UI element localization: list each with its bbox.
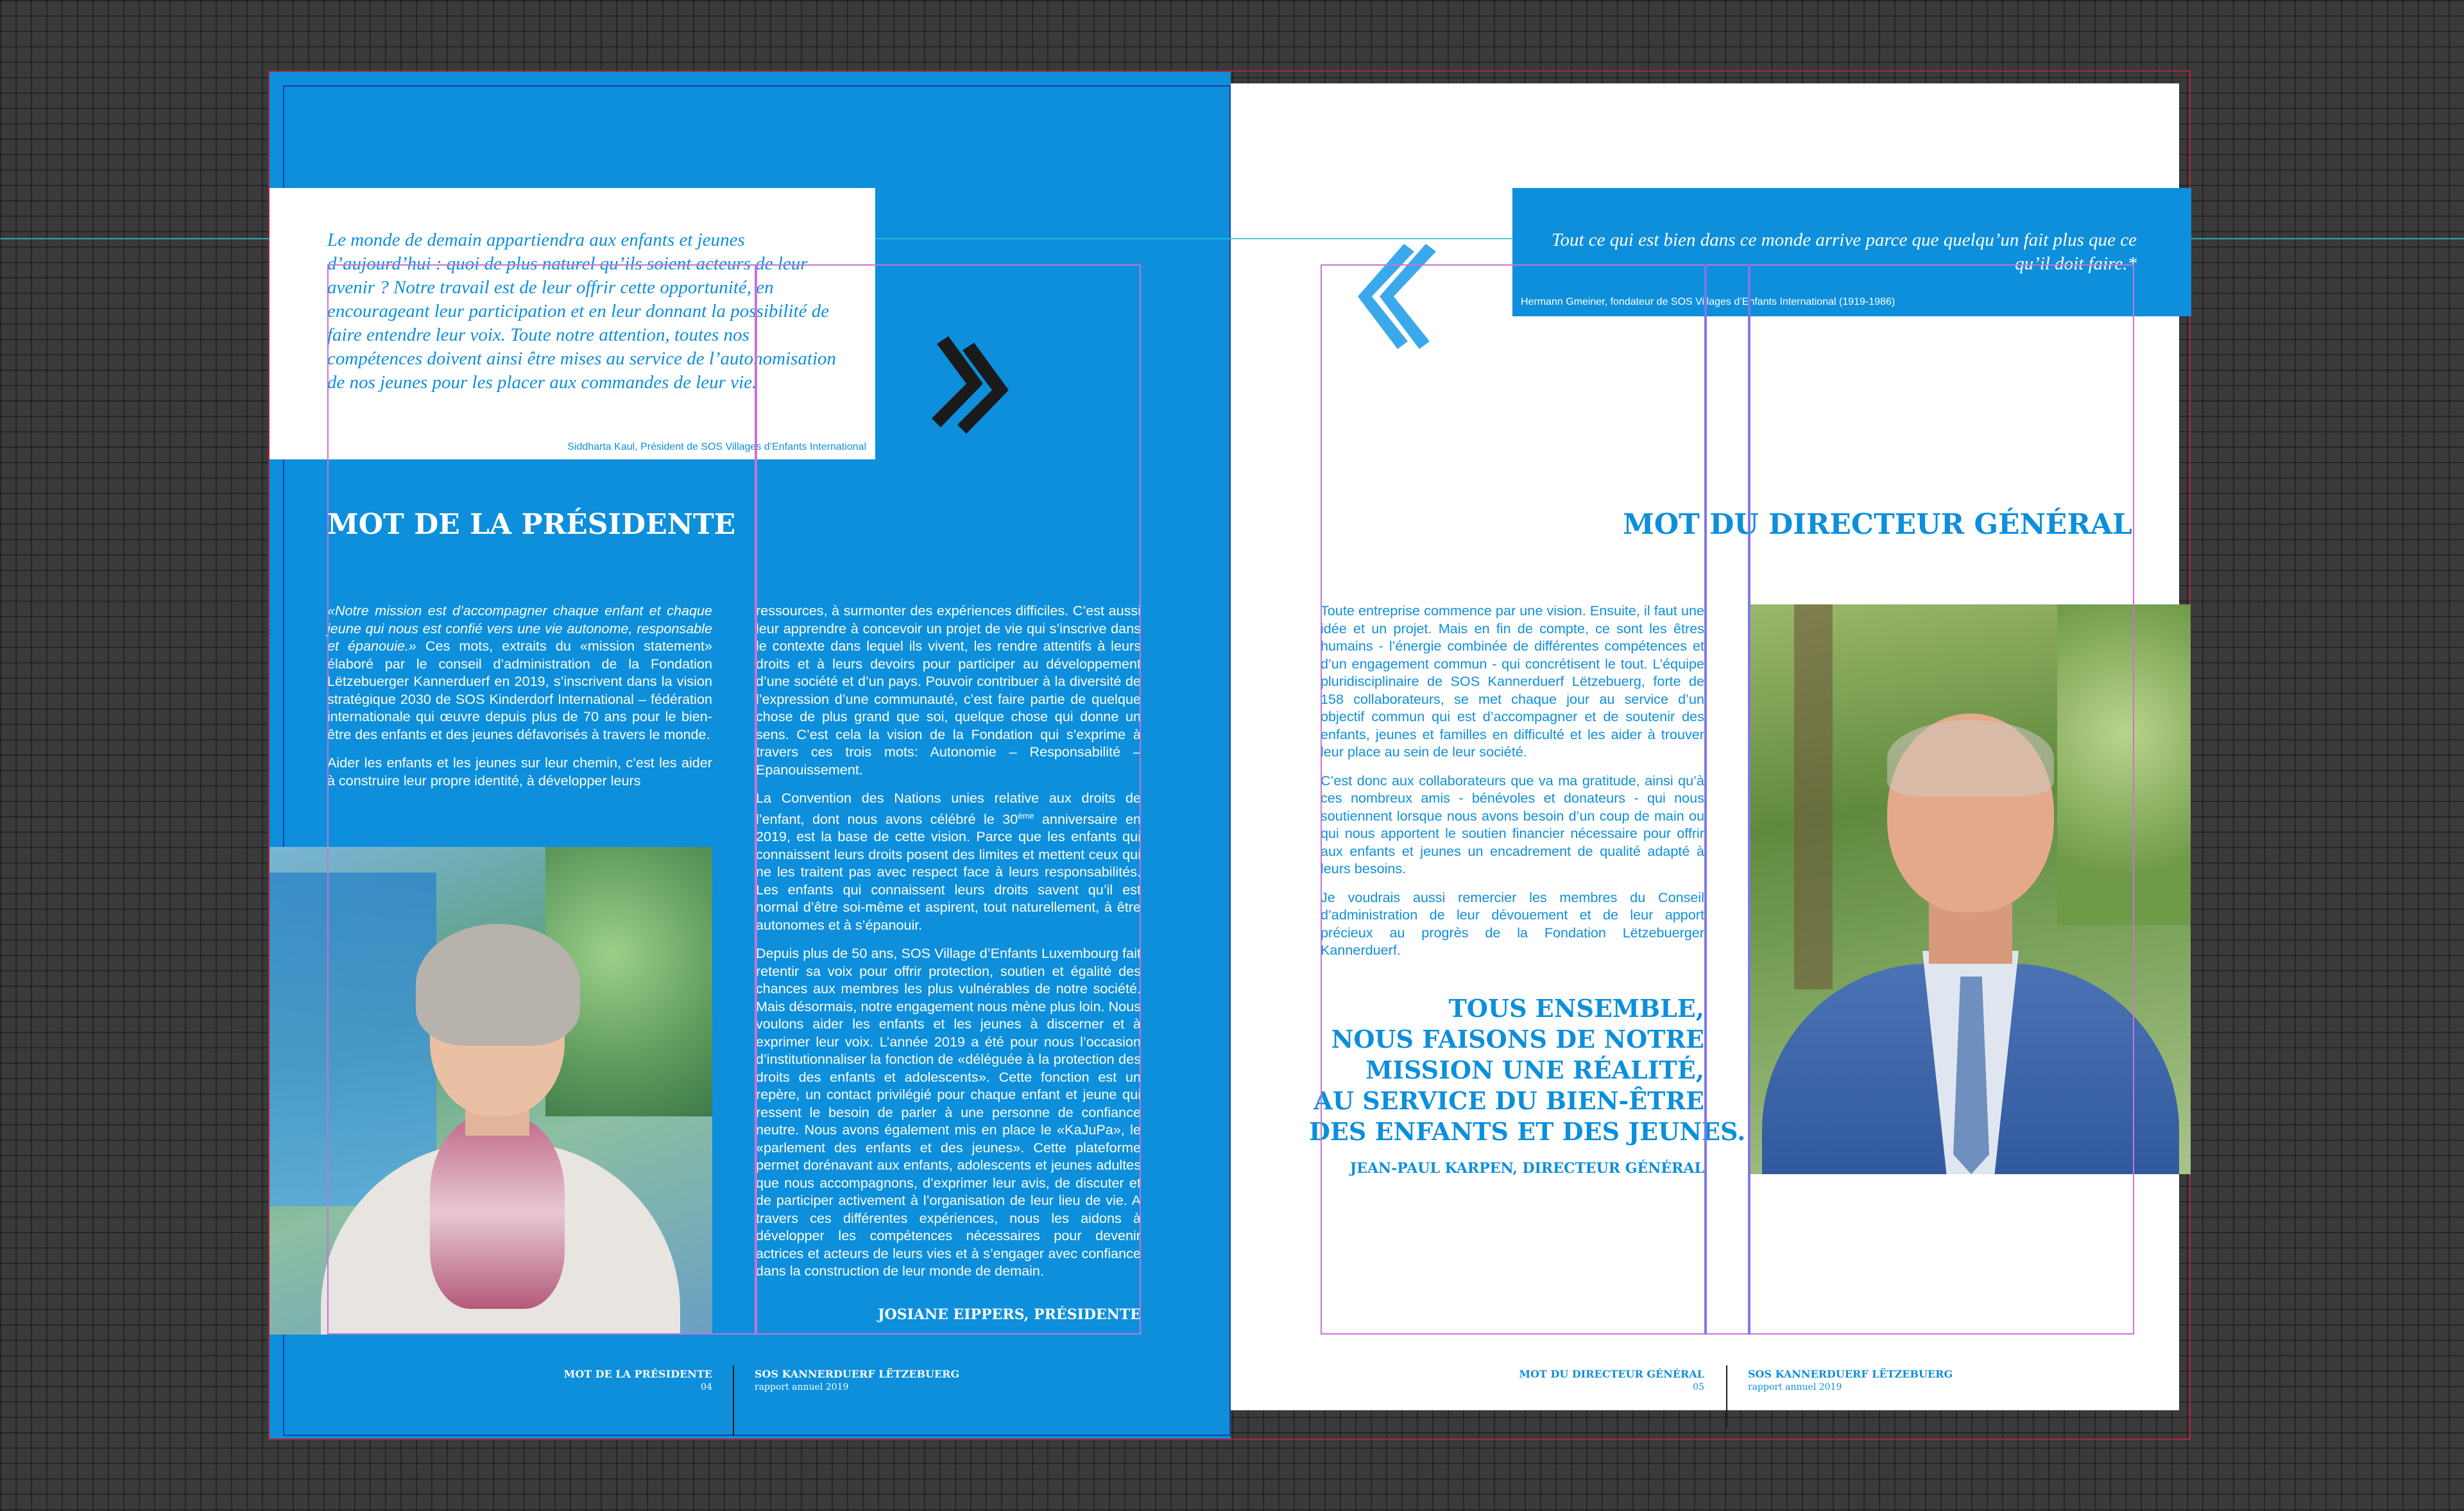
founder-quote-text: Tout ce qui est bien dans ce monde arrive parce que quelqu’un fait plus que ce qu’il doit faire.* — [1552, 230, 2137, 274]
left-footer-report: rapport annuel 2019 — [755, 1382, 849, 1392]
right-footer-divider — [1726, 1365, 1727, 1427]
president-quote-text: Le monde de demain appartiendra aux enfants et jeunes d’aujourd’hui : quoi de plus naturel qu’ils soient acteurs de leur avenir ? Notre travail est de leur offrir cette opportunité, en encourageant leur participation et en leur donnant la possibilité de faire entendre leur voix. Toute notre attention, toutes nos compétences doivent ainsi être mises au service de l’autonomisation de nos jeunes pour les placer aux commandes de leur vie. — [327, 230, 837, 393]
right-column-guide-1 — [1704, 264, 1707, 1335]
founder-quote-author: Hermann Gmeiner, fondateur de SOS Villages d’Enfants International (1919-1986) — [1521, 296, 1895, 307]
right-footer-report: rapport annuel 2019 — [1748, 1382, 1842, 1392]
president-section-title: MOT DE LA PRÉSIDENTE — [327, 508, 736, 541]
right-footer-section: MOT DU DIRECTEUR GÉNÉRAL — [1519, 1368, 1704, 1380]
director-signature: JEAN-PAUL KARPEN, DIRECTEUR GÉNÉRAL — [1349, 1160, 1704, 1177]
mission-statement-quote: «Notre mission est d’accompagner chaque enfant et chaque jeune qui nous est confié vers une vie autonome, responsable et épanouie.» — [327, 602, 712, 654]
col1-paragraph-2: Aider les enfants et les jeunes sur leur chemin, c’est les aider à construire leur propre identité, à développer leurs — [327, 755, 712, 789]
president-quote-author: Siddharta Kaul, Président de SOS Villages d’Enfants International — [567, 441, 866, 452]
pullquote-line-5: DES ENFANTS ET DES JEUNES. — [1309, 1117, 1746, 1146]
pullquote-line-3: MISSION UNE RÉALITÉ, — [1365, 1055, 1704, 1084]
left-text-frame-1 — [327, 264, 756, 1335]
left-text-frame-2 — [756, 264, 1141, 1335]
col2-paragraph-2: La Convention des Nations unies relative aux droits de l’enfant, dont nous avons célébré le 30ème anniversaire en 2019, est la base de cette vision. Parce que les enfants qui connaissent leurs droits posent des limites et mettent ceux qui ne les traitent pas avec respect face à leurs responsabilités. Les enfants qui connaissent leurs droits savent qu’il est normal d’être soi-même et aspirent, tout naturellement, à être autonomes et à s’épanouir. — [756, 790, 1141, 933]
pullquote-line-1: TOUS ENSEMBLE, — [1448, 994, 1704, 1023]
col2-paragraph-1: ressources, à surmonter des expériences difficiles. C’est aussi leur apprendre à concevoir un projet de vie qui s’inscrive dans le contexte dans lequel ils vivent, les rendre attentifs à leurs droits et à leurs devoirs pour participer au développement d’une société et d’un pays. Pouvoir contribuer à la diversité de l’expression d’une communauté, c’est faire partie de quelque chose de plus grand que soi, quelque chose qui donne un sens. C’est cela la vision de la Fondation qui s’exprime à travers ces trois mots: Autonomie – Responsabilité – Epanouissement. — [756, 602, 1141, 778]
director-section-title: MOT DU DIRECTEUR GÉNÉRAL — [1623, 508, 2132, 541]
left-footer-divider — [733, 1365, 734, 1436]
director-paragraph-1: Toute entreprise commence par une vision. Ensuite, il faut une idée et un projet. Mais en fin de compte, ce sont les êtres humains - l’énergie combinée de différentes compétences et d’un engagement commun - qui concrétisent le tout. L’équipe pluridisciplinaire de SOS Kannerduerf Lëtzebuerg, forte de 158 collaborateurs, se met chaque jour au service d’un objectif commun qui est d’accompagner et de soutenir des enfants, jeunes et familles en difficulté et les aider à trouver leur place au sein de leur société. — [1321, 602, 1704, 760]
pullquote-line-4: AU SERVICE DU BIEN-ÊTRE — [1313, 1086, 1704, 1115]
right-column-guide-2 — [1748, 264, 1750, 1335]
director-paragraph-3: Je voudrais aussi remercier les membres du Conseil d’administration de leur dévouement et de leur apport précieux au progrès de la Fondation Lëtzebuerger Kannerduerf. — [1321, 889, 1704, 958]
president-signature: JOSIANE EIPPERS, PRÉSIDENTE — [878, 1306, 1141, 1323]
right-text-frame — [1321, 264, 2134, 1335]
director-paragraph-2: C’est donc aux collaborateurs que va ma gratitude, ainsi qu’à ces nombreux amis - bénévoles et donateurs - qui nous soutiennent lorsque nous avons besoin d’un coup de main ou qui nous apportent le soutien financier nécessaire pour offrir aux enfants et jeunes un encadrement de qualité adapté à leurs besoins. — [1321, 772, 1704, 876]
left-footer-page-number: 04 — [701, 1382, 712, 1392]
col1-paragraph-1: Ces mots, extraits du «mission statement» élaboré par le conseil d’administration de la Fondation Lëtzebuerger Kannerduerf en 2019, s’inscrivent dans la vision stratégique 2030 de SOS Kinderdorf International – fédération internationale qui œuvre depuis plus de 70 ans pour le bien-être des enfants et des jeunes défavorisés à travers le monde. — [327, 638, 712, 742]
right-footer-page-number: 05 — [1693, 1382, 1704, 1392]
left-footer-org: SOS KANNERDUERF LËTZEBUERG — [755, 1368, 960, 1380]
left-footer-section: MOT DE LA PRÉSIDENTE — [563, 1368, 712, 1380]
pullquote-line-2: NOUS FAISONS DE NOTRE — [1331, 1025, 1704, 1054]
col2-paragraph-3: Depuis plus de 50 ans, SOS Village d’Enfants Luxembourg fait retentir sa voix pour offrir protection, soutien et égalité des chances aux membres les plus vulnérables de notre société. Mais désormais, notre engagement nous mène plus loin. Nous voulons aider les enfants et les jeunes à discerner et à exprimer leur voix. L’année 2019 a été pour nous l’occasion d’institutionnaliser la fonction de «déléguée à la protection des droits des enfants et adolescents». Cette fonction est un repère, un contact privilégié pour chaque enfant et jeune qui ressent le besoin de parler à une personne de confiance neutre. Nous avons également mis en place le «KaJuPa», le «parlement des enfants et des jeunes». Cette plateforme permet dorénavant aux enfants, adolescents et jeunes adultes que nous accompagnons, d’exprimer leur avis, de discuter et de participer activement à l’organisation de leur lieu de vie. A travers ces différentes expériences, nous les aidons à développer les compétences nécessaires pour devenir actrices et acteurs de leurs vies et à s’engager avec confiance dans la construction de leur monde de demain. — [756, 945, 1141, 1279]
right-footer-org: SOS KANNERDUERF LËTZEBUERG — [1748, 1368, 1953, 1380]
